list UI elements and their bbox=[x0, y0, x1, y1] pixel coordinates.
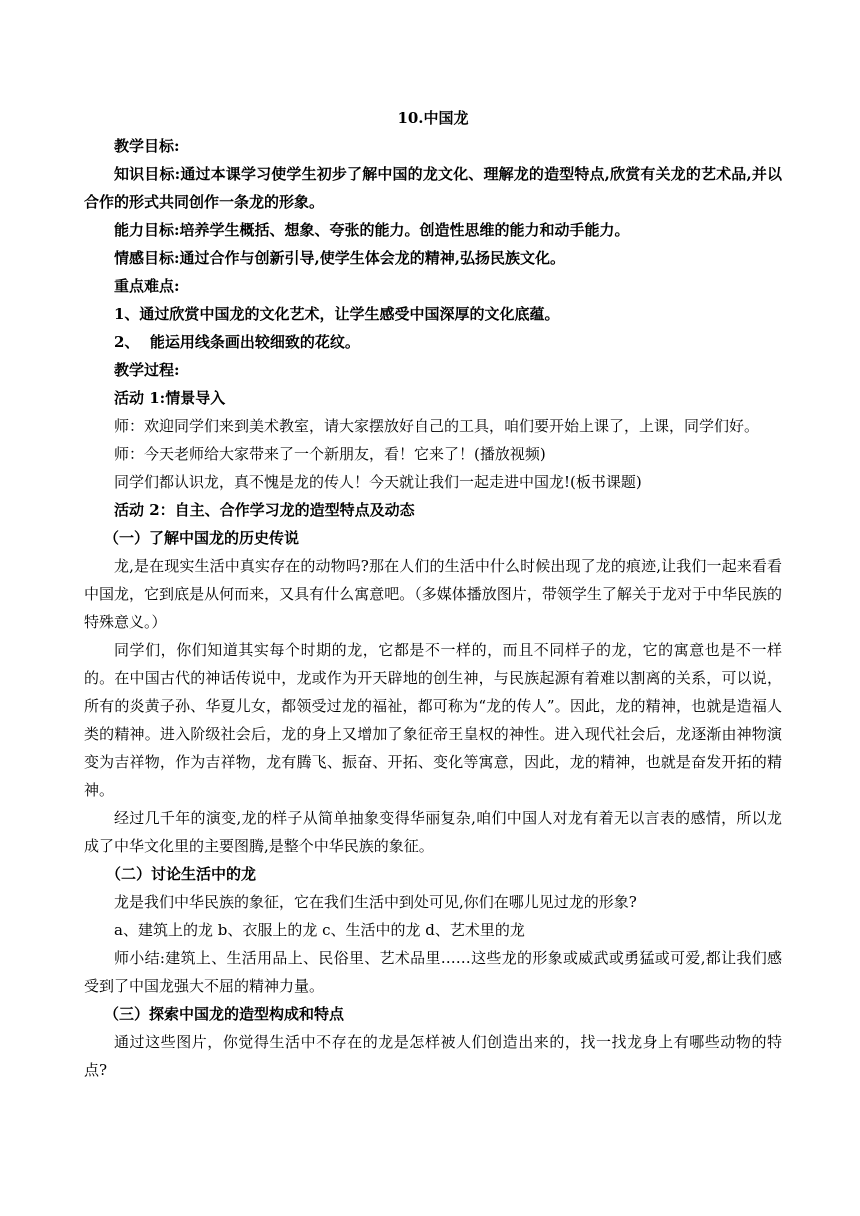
key-point-1: 1、通过欣赏中国龙的文化艺术，让学生感受中国深厚的文化底蕴。 bbox=[114, 305, 560, 323]
key-point-2: 2、 能运用线条画出较细致的花纹。 bbox=[114, 333, 360, 351]
ability-goal-text: 培养学生概括、想象、夸张的能力。创造性思维的能力和动手能力。 bbox=[179, 221, 630, 239]
subsection-1-paragraph-3: 经过几千年的演变,龙的样子从简单抽象变得华丽复杂,咱们中国人对龙有着无以言表的感情，所以龙成了中华文化里的主要图腾,是整个中华民族的象征。 bbox=[84, 809, 782, 855]
subsection-3-paragraph-1: 通过这些图片，你觉得生活中不存在的龙是怎样被人们创造出来的，找一找龙身上有哪些动物的特点? bbox=[84, 1033, 782, 1079]
ability-goal bbox=[84, 216, 782, 244]
activity-1-paragraph-1: 师：欢迎同学们来到美术教室，请大家摆放好自己的工具，咱们要开始上课了，上课，同学们好。 bbox=[114, 417, 760, 435]
activity-2-heading: 活动 2：自主、合作学习龙的造型特点及动态 bbox=[114, 501, 415, 519]
key-points-heading: 重点难点: bbox=[114, 277, 180, 295]
document-page bbox=[84, 104, 782, 1084]
goals-heading: 教学目标: bbox=[114, 137, 180, 155]
ability-goal-label: 能力目标: bbox=[114, 221, 180, 239]
activity-1-heading: 活动 1:情景导入 bbox=[114, 389, 226, 407]
emotion-goal-label: 情感目标: bbox=[114, 249, 180, 267]
knowledge-goal bbox=[84, 160, 782, 216]
knowledge-goal-label: 知识目标: bbox=[114, 165, 181, 183]
subsection-1-heading: （一）了解中国龙的历史传说 bbox=[104, 529, 300, 547]
subsection-1-paragraph-1: 龙,是在现实生活中真实存在的动物吗?那在人们的生活中什么时候出现了龙的痕迹,让我们一起来看看中国龙，它到底是从何而来，又具有什么寓意吧。（多媒体播放图片，带领学生了解关于龙对于中华民族的特殊意义。） bbox=[84, 557, 782, 631]
subsection-2-heading: （二）讨论生活中的龙 bbox=[106, 865, 257, 883]
subsection-3-heading: （三）探索中国龙的造型构成和特点 bbox=[104, 1005, 345, 1023]
subsection-2-paragraph-3: 师小结:建筑上、生活用品上、民俗里、艺术品里……这些龙的形象或威武或勇猛或可爱,都让我们感受到了中国龙强大不屈的精神力量。 bbox=[84, 949, 782, 995]
knowledge-goal-text: 通过本课学习使学生初步了解中国的龙文化、理解龙的造型特点,欣赏有关龙的艺术品,并以合作的形式共同创作一条龙的形象。 bbox=[84, 165, 782, 211]
subsection-1-paragraph-2: 同学们，你们知道其实每个时期的龙，它都是不一样的，而且不同样子的龙，它的寓意也是不一样的。在中国古代的神话传说中，龙或作为开天辟地的创生神，与民族起源有着难以割离的关系，可以说，所有的炎黄子孙、华夏儿女，都领受过龙的福祉，都可称为“龙的传人”。因此，龙的精神，也就是造福人类的精神。进入阶级社会后，龙的身上又增加了象征帝王皇权的神性。进入现代社会后，龙逐渐由神物演变为吉祥物，作为吉祥物，龙有腾飞、振奋、开拓、变化等寓意，因此，龙的精神，也就是奋发开拓的精神。 bbox=[84, 641, 782, 799]
subsection-2-paragraph-2: a、建筑上的龙 b、衣服上的龙 c、生活中的龙 d、艺术里的龙 bbox=[114, 921, 525, 939]
activity-1-paragraph-2: 师：今天老师给大家带来了一个新朋友，看！它来了！(播放视频) bbox=[114, 445, 546, 463]
activity-1-paragraph-3: 同学们都认识龙，真不愧是龙的传人！今天就让我们一起走进中国龙!(板书课题) bbox=[114, 473, 642, 491]
process-heading: 教学过程: bbox=[114, 361, 180, 379]
subsection-2-paragraph-1: 龙是我们中华民族的象征，它在我们生活中到处可见,你们在哪儿见过龙的形象? bbox=[114, 893, 637, 911]
emotion-goal-text: 通过合作与创新引导,使学生体会龙的精神,弘扬民族文化。 bbox=[179, 249, 565, 267]
emotion-goal bbox=[84, 244, 782, 272]
page-title: 10.中国龙 bbox=[397, 109, 469, 127]
